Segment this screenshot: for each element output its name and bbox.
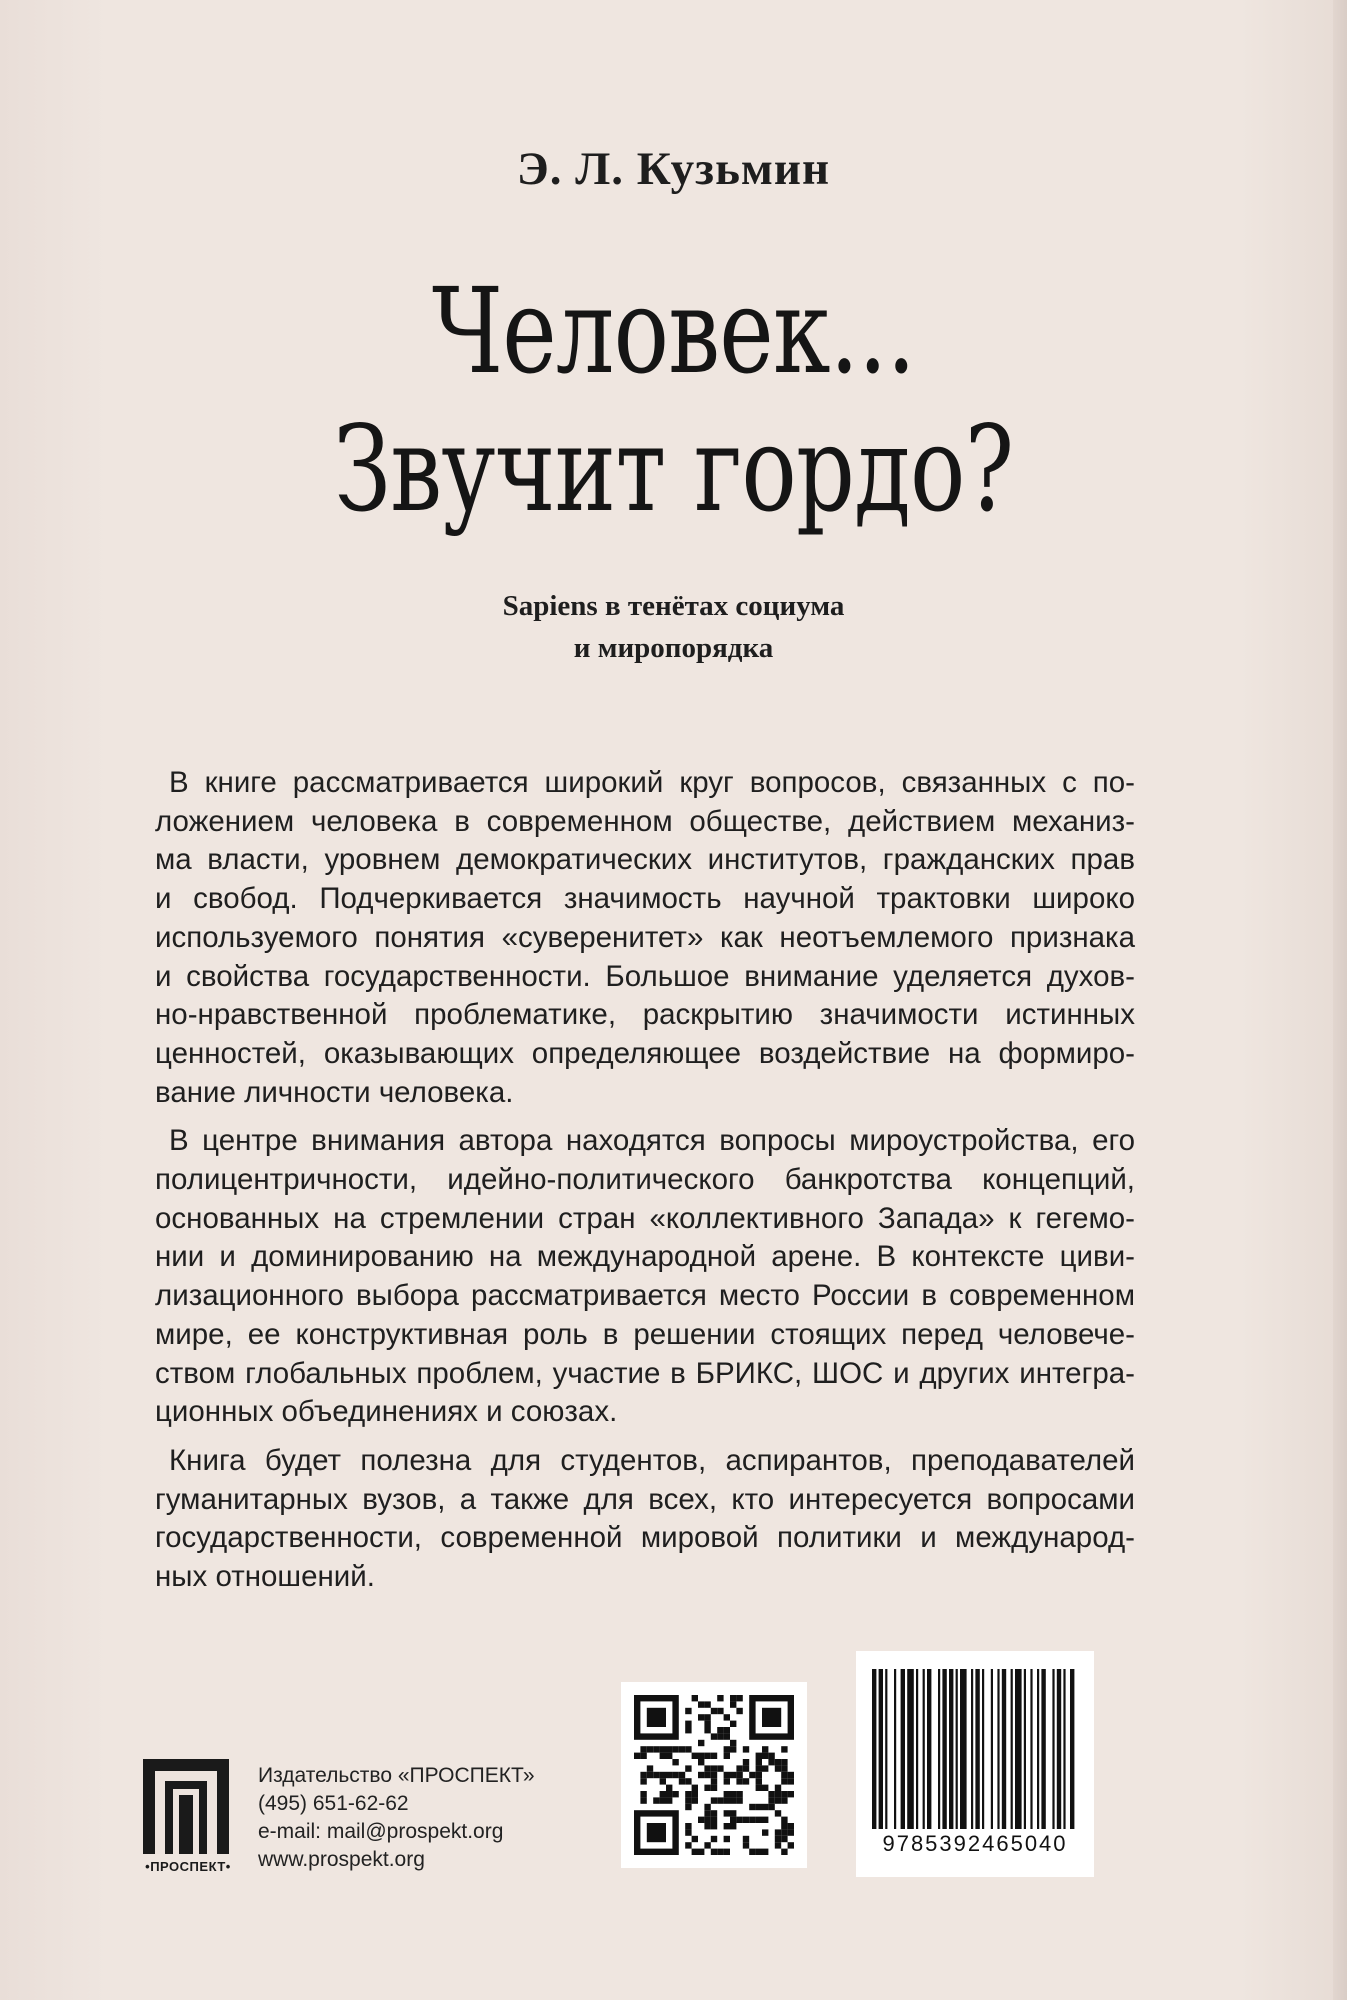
publisher-phone: (495) 651-62-62 bbox=[258, 1792, 409, 1815]
title-line-2: Звучит гордо? bbox=[333, 400, 1014, 538]
annotation-line: гуманитарных вузов, а также для всех, кто интересуется вопросами bbox=[155, 1482, 1135, 1516]
annotation-line: ма власти, уровнем демократических институтов, гражданских прав bbox=[155, 843, 1135, 877]
publisher-website: www.prospekt.org bbox=[258, 1848, 425, 1871]
annotation-paragraph bbox=[155, 1442, 1135, 1597]
subtitle-line-1: Sapiens в тенётах социума bbox=[502, 590, 845, 622]
annotation-line: мире, ее конструктивная роль в решении стоящих перед человече- bbox=[155, 1317, 1135, 1351]
annotation-line: ложением человека в современном обществе, действием механиз- bbox=[155, 804, 1135, 838]
annotation-paragraph bbox=[155, 764, 1135, 1112]
annotation-line: В книге рассматривается широкий круг вопросов, связанных с по- bbox=[169, 766, 1135, 799]
annotation-line: и свобод. Подчеркивается значимость научной трактовки широко bbox=[155, 882, 1135, 916]
publisher-email: e-mail: mail@prospekt.org bbox=[258, 1820, 504, 1843]
annotation-line: Книга будет полезна для студентов, аспирантов, преподавателей bbox=[169, 1443, 1135, 1477]
qr-code-icon bbox=[621, 1682, 807, 1868]
author-name: Э. Л. Кузьмин bbox=[516, 143, 831, 195]
isbn-barcode bbox=[856, 1651, 1094, 1877]
book-subtitle bbox=[0, 585, 1347, 669]
annotation-paragraph bbox=[155, 1122, 1135, 1432]
annotation-line: вание личности человека. bbox=[155, 1075, 514, 1109]
annotation-line: и свойства государственности. Большое внимание уделяется духов- bbox=[155, 959, 1135, 993]
annotation-line: используемого понятия «суверенитет» как неотъемлемого признака bbox=[155, 920, 1135, 954]
annotation-line: нии и доминированию на международной арене. В контексте циви- bbox=[155, 1240, 1135, 1274]
annotation-line: государственности, современной мировой политики и международ- bbox=[155, 1521, 1135, 1555]
title-line-1: Человек... bbox=[431, 262, 916, 400]
annotation-line: В центре внимания автора находятся вопросы мироустройства, его bbox=[169, 1124, 1135, 1158]
prospekt-logo-icon bbox=[143, 1759, 229, 1854]
annotation-line: ством глобальных проблем, участие в БРИКС, ШОС и других интегра- bbox=[155, 1356, 1135, 1390]
book-title bbox=[0, 262, 1347, 538]
annotation-line: но-нравственной проблематике, раскрытию значимости истинных bbox=[155, 998, 1135, 1032]
publisher-name: Издательство «ПРОСПЕКТ» bbox=[258, 1764, 535, 1787]
annotation-line: ных отношений. bbox=[155, 1560, 375, 1594]
annotation-text bbox=[155, 764, 1135, 1607]
subtitle-line-2: и миропорядка bbox=[573, 632, 774, 664]
logo-label: •ПРОСПЕКТ• bbox=[145, 1859, 231, 1874]
annotation-line: ционных объединениях и союзах. bbox=[155, 1395, 618, 1429]
annotation-line: основанных на стремлении стран «коллективного Запада» к гегемо- bbox=[155, 1201, 1135, 1235]
isbn-number: 9785392465040 bbox=[882, 1831, 1068, 1856]
publisher-logo bbox=[133, 1759, 243, 1879]
annotation-line: лизационного выбора рассматривается место России в современном bbox=[155, 1279, 1135, 1313]
annotation-line: ценностей, оказывающих определяющее воздействие на формиро- bbox=[155, 1036, 1135, 1070]
publisher-info bbox=[258, 1762, 535, 1874]
annotation-line: полицентричности, идейно-политического банкротства концепций, bbox=[155, 1163, 1135, 1197]
